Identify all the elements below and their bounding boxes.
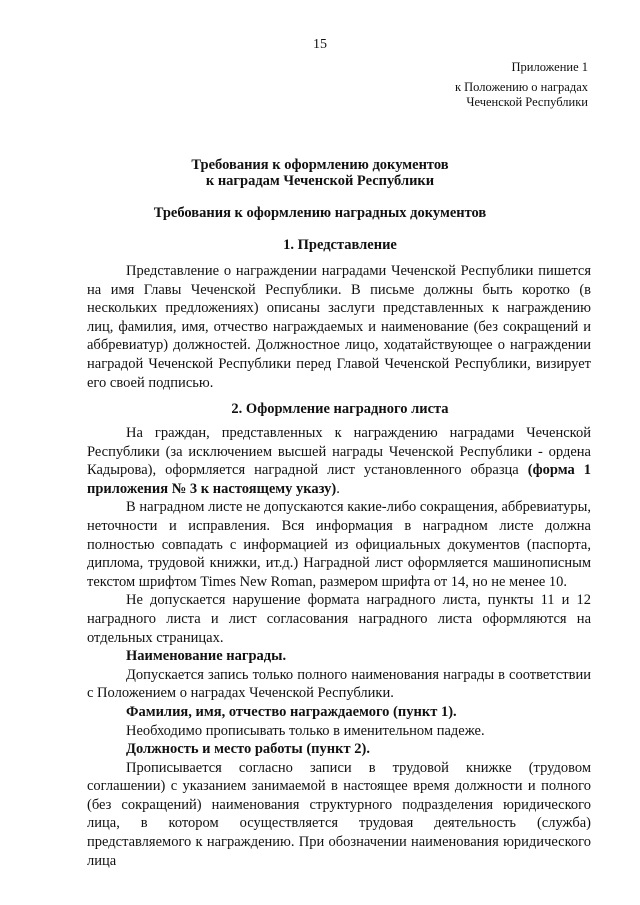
- p1-text: На граждан, представленных к награждению наградами Чеченской Республики (за исключением высшей награды Чеченской Республики - ордена Кадырова), оформляется наградной лист установленного образца: [87, 425, 591, 479]
- title-line-2: к наградам Чеченской Республики: [205, 173, 435, 189]
- section-1-paragraph: Представление о награждении наградами Чеченской Республики пишется на имя Главы Чеченской Республики. В письме должны быть коротко (в нескольких предложениях) описаны заслуги представленных к награждению лиц, фамилия, имя, отчество награждаемых и наименование (без сокращений и аббревиатур) должностей. Должностное лицо, ходатайствующее о награждении наградой Чеченской Республики перед Главой Чеченской Республики, визирует его своей подписью.: [87, 263, 591, 391]
- section-2-paragraph-4: Допускается запись только полного наименования награды в соответствии с Положением о наградах Чеченской Республики.: [87, 666, 591, 702]
- appendix-reference: [348, 60, 588, 110]
- section-1-heading: 1. Представление: [283, 237, 397, 253]
- position-heading: Должность и место работы (пункт 2).: [126, 741, 370, 758]
- section-1-body: [87, 262, 591, 392]
- section-2-paragraph-2: В наградном листе не допускаются какие-либо сокращения, аббревиатуры, неточности и исправления. Вся информация в наградном листе должна полностью совпадать с информацией из официальных документов (паспорта, диплома, трудовой книжки, ит.д.) Наградной лист оформляется машинописным текстом шрифтом Times New Roman, размером шрифта от 14, но не менее 10.: [87, 499, 591, 590]
- appendix-regulation: к Положению о наградах: [454, 80, 588, 94]
- section-2-heading: 2. Оформление наградного листа: [231, 401, 449, 417]
- page-number: 15: [313, 37, 327, 52]
- appendix-republic: Чеченской Республики: [466, 95, 588, 109]
- p1-end: .: [336, 480, 340, 497]
- section-2-body: [87, 424, 591, 870]
- document-title: [0, 157, 640, 189]
- award-name-heading: Наименование награды.: [126, 648, 287, 665]
- full-name-heading: Фамилия, имя, отчество награждаемого (пункт 1).: [126, 703, 457, 720]
- section-2-paragraph-3: Не допускается нарушение формата наградного листа, пункты 11 и 12 наградного листа и лист согласования наградного листа оформляются на отдельных страницах.: [87, 592, 591, 646]
- p1-form-reference: (форма 1 приложения № 3 к настоящему указу): [87, 462, 592, 497]
- title-line-1: Требования к оформлению документов: [191, 157, 449, 173]
- section-2-paragraph-5: Необходимо прописывать только в именительном падеже.: [126, 722, 485, 739]
- section-2-paragraph-6: Прописывается согласно записи в трудовой книжке (трудовом соглашении) с указанием занимаемой в настоящее время должности и полного (без сокращений) наименования структурного подразделения юридического лица, в котором осуществляется трудовая деятельность (служба) представляемого к награждению. При обозначении наименования юридического лица: [87, 759, 591, 869]
- appendix-label: Приложение 1: [511, 60, 588, 74]
- document-subtitle: Требования к оформлению наградных документов: [153, 205, 487, 221]
- section-2-paragraph-1: [87, 424, 591, 498]
